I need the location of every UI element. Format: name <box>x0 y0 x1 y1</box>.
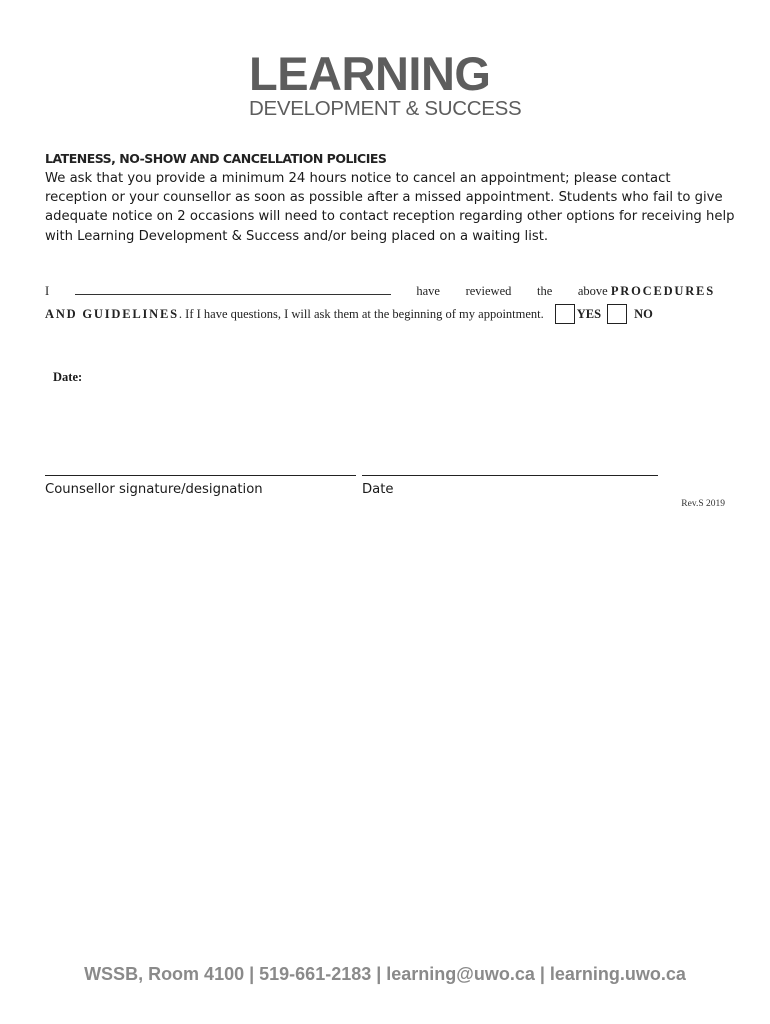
acknowledgement <box>45 284 715 325</box>
ack-word-have: have <box>416 284 440 298</box>
yes-checkbox[interactable] <box>555 304 575 324</box>
acknowledgement-line-1 <box>45 284 715 303</box>
ack-word-reviewed: reviewed <box>465 284 512 298</box>
ack-word-above: above <box>577 284 608 298</box>
name-blank-field[interactable] <box>75 284 391 295</box>
ack-above-procedures <box>578 284 715 299</box>
logo-title: LEARNING <box>249 47 491 100</box>
ack-and-guidelines: AND GUIDELINES <box>45 306 179 321</box>
footer-contact: WSSB, Room 4100 | 519-661-2183 | learning@uwo.ca | learning.uwo.ca <box>84 964 686 984</box>
logo <box>249 47 529 120</box>
counsellor-signature-line[interactable] <box>45 475 356 476</box>
yes-label: YES <box>576 306 602 321</box>
signature-date-label: Date <box>362 482 394 497</box>
ack-word-the: the <box>536 284 553 298</box>
counsellor-signature-label: Counsellor signature/designation <box>45 482 263 497</box>
acknowledgement-line-2 <box>45 303 715 325</box>
logo-subtitle: DEVELOPMENT & SUCCESS <box>249 97 522 120</box>
policy-body: We ask that you provide a minimum 24 hours notice to cancel an appointment; please contact reception or your counsellor as soon as possible after a missed appointment. Students who fail to give adequate notice on 2 occasions will need to contact reception regarding other options for receiving help with Learning Development & Success and/or being placed on a waiting list. <box>45 171 735 244</box>
date-label: Date: <box>53 370 83 384</box>
policy-heading: LATENESS, NO-SHOW AND CANCELLATION POLICIES <box>45 151 387 166</box>
revision-note: Rev.S 2019 <box>681 499 725 509</box>
no-label: NO <box>634 306 653 321</box>
signature-date-line[interactable] <box>362 475 658 476</box>
ack-word-procedures: PROCEDURES <box>610 284 715 298</box>
no-checkbox[interactable] <box>607 304 627 324</box>
ack-question-text: . If I have questions, I will ask them at the beginning of my appointment. <box>178 306 544 321</box>
ack-word-i: I <box>45 284 50 298</box>
